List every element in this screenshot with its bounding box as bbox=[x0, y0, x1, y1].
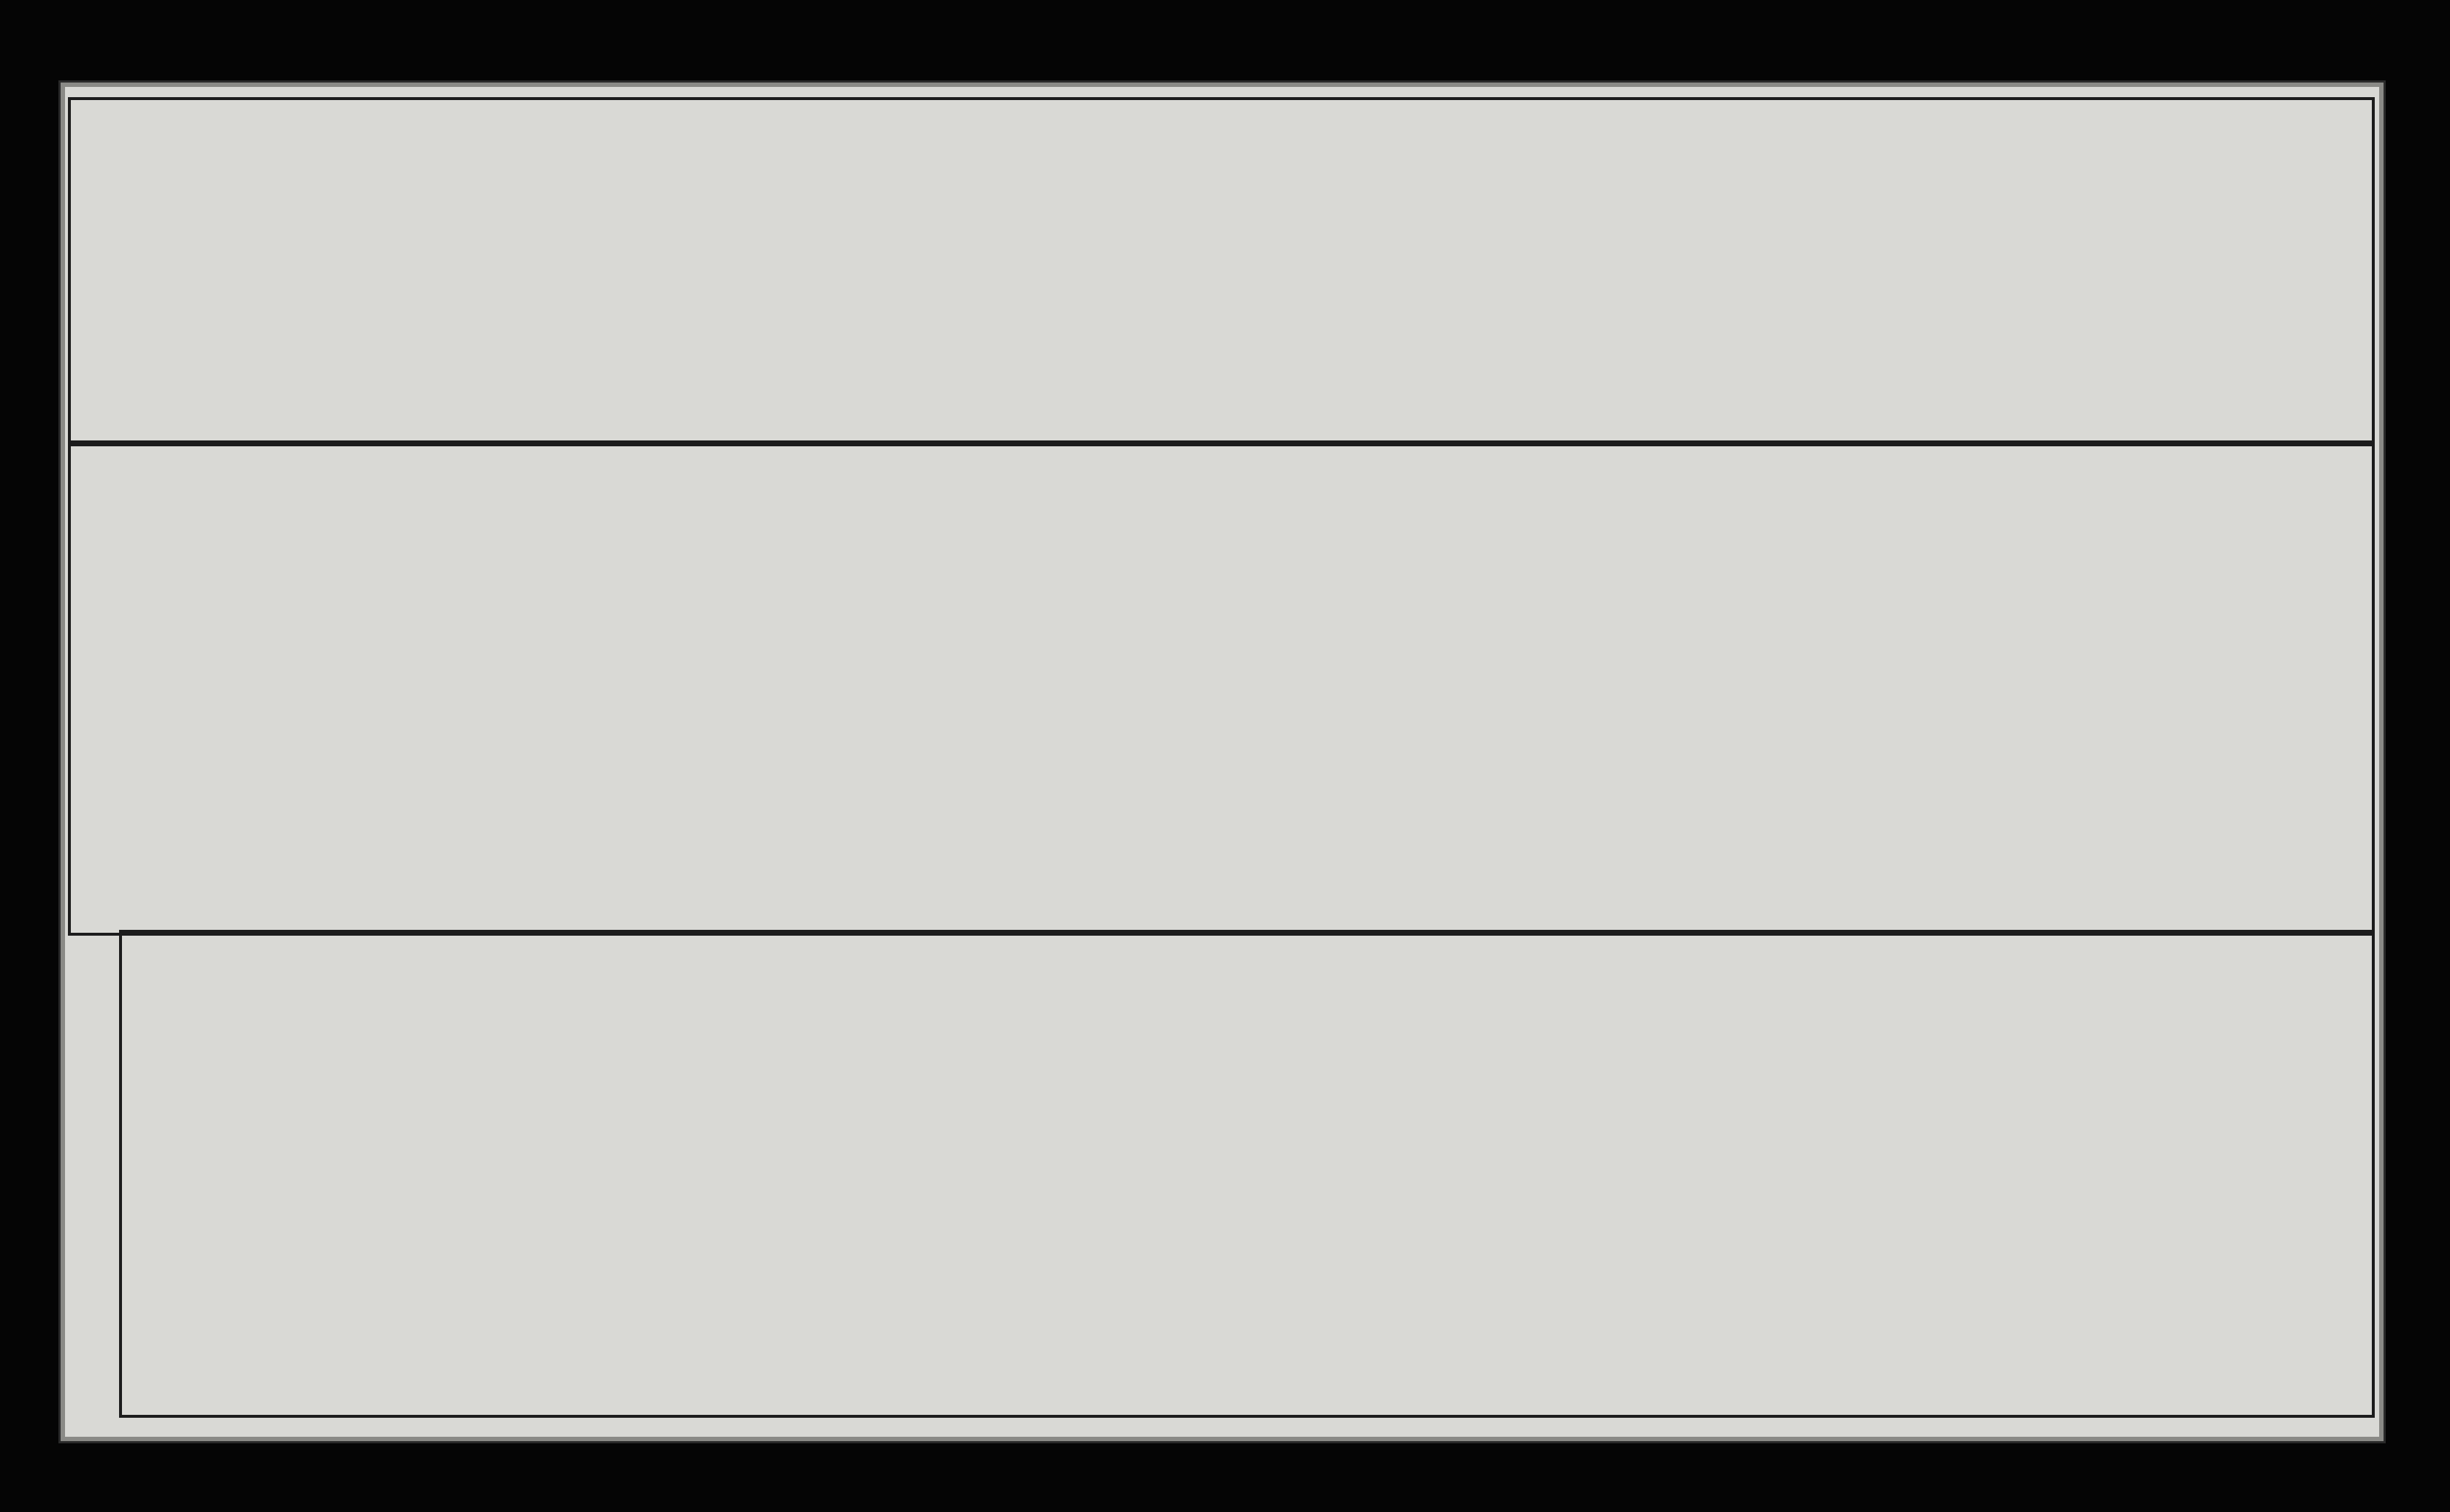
census-card bbox=[58, 80, 2386, 1443]
top-table bbox=[68, 97, 2375, 446]
mid-section bbox=[68, 440, 2375, 936]
bottom-table bbox=[119, 930, 2375, 1418]
